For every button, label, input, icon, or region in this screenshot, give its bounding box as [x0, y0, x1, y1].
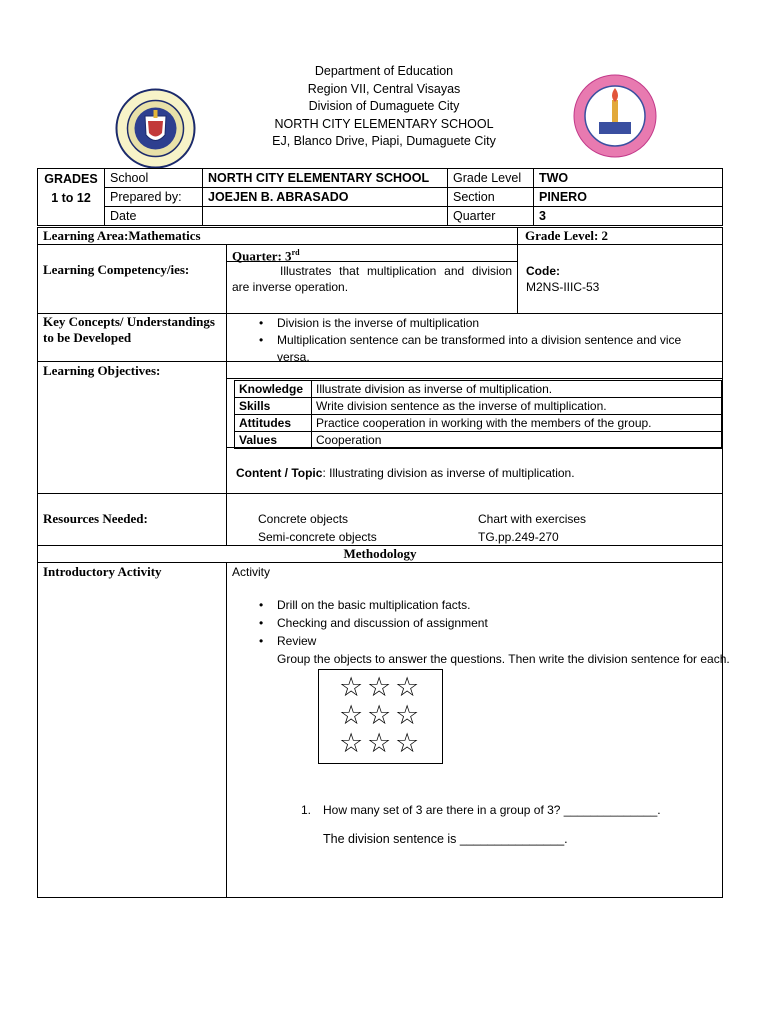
star-icon: ☆: [339, 700, 364, 731]
header-line: Division of Dumaguete City: [308, 99, 460, 113]
objective-key: Knowledge: [235, 381, 312, 398]
stars-box: [318, 669, 443, 764]
review-instruction: Group the objects to answer the questions. Then write the division sentence for each.: [277, 652, 730, 666]
list-item: • Review: [255, 632, 715, 650]
header-line: NORTH CITY ELEMENTARY SCHOOL: [274, 116, 494, 131]
list-item: • Multiplication sentence can be transformed into a division sentence and vice versa.: [255, 332, 715, 366]
star-icon: ☆: [339, 672, 364, 703]
objectives-label: Learning Objectives:: [43, 363, 161, 378]
question-number: 1.: [301, 803, 312, 817]
info-table: [37, 168, 723, 226]
school-value: NORTH CITY ELEMENTARY SCHOOL: [203, 169, 448, 188]
objective-value: Cooperation: [312, 432, 722, 449]
content-topic-value: : Illustrating division as inverse of multiplication.: [322, 466, 575, 480]
resource-item: Semi-concrete objects: [258, 530, 377, 544]
code-label: Code:: [526, 264, 560, 278]
quarter-text: Quarter: 3: [232, 248, 292, 264]
objective-value: Illustrate division as inverse of multiplication.: [312, 381, 722, 398]
resource-item: TG.pp.249-270: [478, 530, 559, 544]
resource-item: Concrete objects: [258, 512, 349, 526]
date-value: [203, 207, 448, 226]
section-value: PINERO: [534, 188, 723, 207]
divider: [517, 227, 518, 313]
resource-item: Chart with exercises: [478, 512, 587, 526]
grades-cell: [38, 169, 105, 226]
code-value: M2NS-IIIC-53: [526, 280, 600, 294]
competency-label: Learning Competency/ies:: [43, 262, 190, 277]
document-header: [0, 63, 768, 151]
methodology-heading: Methodology: [343, 546, 417, 561]
quarter-value: 3: [534, 207, 723, 226]
intro-activity-label: Introductory Activity: [43, 564, 162, 579]
grade-level: Grade Level: 2: [525, 228, 609, 243]
prepared-value: JOEJEN B. ABRASADO: [203, 188, 448, 207]
objective-value: Write division sentence as the inverse of multiplication.: [312, 398, 722, 415]
grade-level-label: Grade Level: [448, 169, 534, 188]
table-row: [235, 381, 722, 398]
quarter-label: Quarter: [448, 207, 534, 226]
divider: [226, 378, 723, 379]
list-item: • Drill on the basic multiplication facts.: [255, 596, 715, 614]
content-topic: [236, 465, 575, 481]
header-line: Region VII, Central Visayas: [307, 81, 461, 96]
division-sentence: The division sentence is _______________.: [323, 832, 568, 846]
star-icon: ☆: [367, 672, 392, 703]
list-item: • Division is the inverse of multiplication: [255, 315, 715, 332]
divider: [37, 244, 723, 245]
competency-text: Illustrates that multiplication and division are inverse operation.: [232, 264, 512, 294]
learning-area: Learning Area:Mathematics: [43, 228, 201, 243]
objective-key: Skills: [235, 398, 312, 415]
content-topic-label: Content / Topic: [236, 466, 323, 480]
table-row: [235, 415, 722, 432]
grades-label: GRADES: [44, 172, 98, 186]
key-concepts-list: [255, 315, 715, 366]
header-line: EJ, Blanco Drive, Piapi, Dumaguete City: [272, 134, 496, 148]
table-row: [235, 398, 722, 415]
quarter-sup: rd: [291, 248, 300, 257]
objective-value: Practice cooperation in working with the members of the group.: [312, 415, 722, 432]
header-line: Department of Education: [314, 64, 454, 78]
question-text: How many set of 3 are there in a group of 3? ______________.: [323, 803, 661, 817]
star-icon: ☆: [395, 672, 420, 703]
prepared-label: Prepared by:: [105, 188, 203, 207]
star-icon: ☆: [367, 700, 392, 731]
date-label: Date: [105, 207, 203, 226]
grades-range: 1 to 12: [51, 191, 91, 205]
objective-key: Attitudes: [235, 415, 312, 432]
star-icon: ☆: [367, 728, 392, 759]
section-label: Section: [448, 188, 534, 207]
divider: [226, 562, 227, 898]
grade-level-value: TWO: [534, 169, 723, 188]
divider: [226, 447, 723, 448]
school-label: School: [105, 169, 203, 188]
activity-label: Activity: [232, 565, 271, 579]
divider: [37, 562, 723, 563]
star-icon: ☆: [395, 700, 420, 731]
list-item: • Checking and discussion of assignment: [255, 614, 715, 632]
objective-key: Values: [235, 432, 312, 449]
table-row: [235, 432, 722, 449]
divider: [226, 244, 227, 545]
activity-list: [255, 596, 715, 650]
key-concepts-label: Key Concepts/ Understandings to be Developed: [43, 314, 215, 345]
divider: [37, 493, 723, 494]
resources-label: Resources Needed:: [43, 511, 148, 526]
objectives-table: [234, 380, 722, 449]
quarter: [232, 245, 300, 264]
star-icon: ☆: [339, 728, 364, 759]
star-icon: ☆: [395, 728, 420, 759]
